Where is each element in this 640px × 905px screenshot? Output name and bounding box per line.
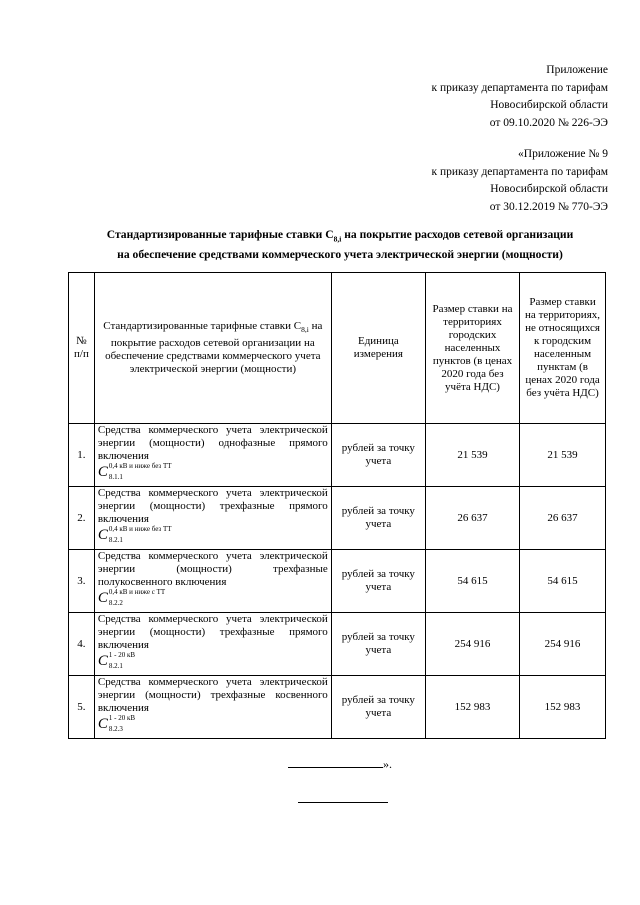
table-row bbox=[69, 676, 606, 739]
row-description-text: Средства коммерческого учета электрической энергии (мощности) однофазные прямого включения bbox=[97, 424, 328, 462]
appendix-order-ref: к приказу департамента по тарифам bbox=[431, 81, 608, 94]
row-number: 2. bbox=[69, 487, 95, 550]
row-description bbox=[94, 550, 331, 613]
appendix-order-ref: к приказу департамента по тарифам bbox=[431, 165, 608, 178]
appendix-region: Новосибирской области bbox=[490, 183, 608, 195]
appendix-date-number: от 30.12.2019 № 770-ЭЭ bbox=[489, 200, 608, 213]
title-line-2: на обеспечение средствами коммерческого учета электрической энергии (мощности) bbox=[117, 248, 563, 262]
closing-mark bbox=[288, 755, 392, 772]
rate-formula bbox=[98, 588, 218, 608]
appendix-date-number: от 09.10.2020 № 226-ЭЭ bbox=[489, 116, 608, 129]
row-description-text: Средства коммерческого учета электрической энергии (мощности) трехфазные полукосвенного включения bbox=[97, 550, 328, 588]
row-city-rate: 54 615 bbox=[425, 550, 519, 613]
formula-superscript: 0,4 кВ и ниже с ТТ bbox=[108, 588, 166, 596]
title-text: Стандартизированные тарифные ставки С bbox=[106, 228, 334, 241]
row-rural-rate: 54 615 bbox=[520, 550, 606, 613]
row-number: 5. bbox=[69, 676, 95, 739]
formula-symbol: C bbox=[97, 716, 108, 732]
table-row bbox=[69, 487, 606, 550]
table-row bbox=[69, 613, 606, 676]
table-row bbox=[69, 424, 606, 487]
row-unit: рублей за точку учета bbox=[331, 676, 425, 739]
header-name-text: Стандартизированные тарифные ставки С bbox=[103, 320, 302, 333]
row-unit: рублей за точку учета bbox=[331, 424, 425, 487]
row-city-rate: 21 539 bbox=[425, 424, 519, 487]
rate-formula bbox=[98, 714, 218, 734]
formula-subscript: 8.2.2 bbox=[108, 599, 123, 607]
row-city-rate: 152 983 bbox=[425, 676, 519, 739]
rates-table bbox=[68, 272, 606, 739]
formula-subscript: 8.1.1 bbox=[108, 473, 123, 481]
row-city-rate: 26 637 bbox=[425, 487, 519, 550]
header-unit: Единица измерения bbox=[331, 273, 425, 424]
row-city-rate: 254 916 bbox=[425, 613, 519, 676]
title-subscript: 8,i bbox=[333, 234, 342, 244]
signature-line bbox=[288, 755, 383, 768]
appendix-title: Приложение bbox=[546, 64, 608, 76]
row-unit: рублей за точку учета bbox=[331, 613, 425, 676]
appendix-header-current bbox=[431, 62, 608, 132]
row-rural-rate: 152 983 bbox=[520, 676, 606, 739]
row-rural-rate: 26 637 bbox=[520, 487, 606, 550]
header-name bbox=[94, 273, 331, 424]
title-line-1 bbox=[60, 227, 620, 247]
row-description bbox=[94, 487, 331, 550]
document-title bbox=[60, 227, 620, 263]
row-description bbox=[94, 613, 331, 676]
table-row bbox=[69, 550, 606, 613]
title-text-cont: на покрытие расходов сетевой организации bbox=[341, 228, 574, 241]
end-divider bbox=[298, 802, 388, 803]
formula-subscript: 8.2.1 bbox=[108, 536, 123, 544]
rate-formula bbox=[98, 525, 218, 545]
header-num: № п/п bbox=[69, 273, 95, 424]
formula-symbol: C bbox=[97, 590, 108, 606]
row-description-text: Средства коммерческого учета электрической энергии (мощности) трехфазные прямого включения bbox=[97, 613, 328, 651]
row-number: 1. bbox=[69, 424, 95, 487]
header-city-rate: Размер ставки на территориях городских населенных пунктов (в ценах 2020 года без учёта НДС) bbox=[425, 273, 519, 424]
formula-subscript: 8.2.3 bbox=[108, 725, 123, 733]
appendix-region: Новосибирской области bbox=[490, 99, 608, 111]
row-number: 4. bbox=[69, 613, 95, 676]
row-description bbox=[94, 424, 331, 487]
formula-superscript: 1 - 20 кВ bbox=[108, 651, 136, 659]
row-rural-rate: 21 539 bbox=[520, 424, 606, 487]
row-unit: рублей за точку учета bbox=[331, 550, 425, 613]
formula-symbol: C bbox=[97, 527, 108, 543]
formula-subscript: 8.2.1 bbox=[108, 662, 123, 670]
formula-superscript: 0,4 кВ и ниже без ТТ bbox=[108, 525, 172, 533]
appendix-header-original bbox=[431, 146, 608, 216]
row-description bbox=[94, 676, 331, 739]
row-description-text: Средства коммерческого учета электрической энергии (мощности) трехфазные косвенного включения bbox=[97, 676, 328, 714]
row-rural-rate: 254 916 bbox=[520, 613, 606, 676]
rate-formula bbox=[98, 651, 218, 671]
table-header-row bbox=[69, 273, 606, 424]
formula-superscript: 1 - 20 кВ bbox=[108, 714, 136, 722]
header-name-subscript: 8,i bbox=[301, 325, 309, 335]
formula-superscript: 0,4 кВ и ниже без ТТ bbox=[108, 462, 172, 470]
header-name-text-cont: на покрытие расходов сетевой организации на обеспечение средствами коммерческого учета электрической энергии (мощности) bbox=[105, 320, 323, 375]
row-number: 3. bbox=[69, 550, 95, 613]
appendix-title: «Приложение № 9 bbox=[518, 148, 608, 160]
row-description-text: Средства коммерческого учета электрической энергии (мощности) трехфазные прямого включения bbox=[97, 487, 328, 525]
rate-formula bbox=[98, 462, 218, 482]
formula-symbol: C bbox=[97, 464, 108, 480]
header-rural-rate: Размер ставки на территориях, не относящихся к городским населенным пунктам (в ценах 2020 года без учёта НДС) bbox=[520, 273, 606, 424]
formula-symbol: C bbox=[97, 653, 108, 669]
closing-quote: ». bbox=[383, 757, 392, 771]
row-unit: рублей за точку учета bbox=[331, 487, 425, 550]
